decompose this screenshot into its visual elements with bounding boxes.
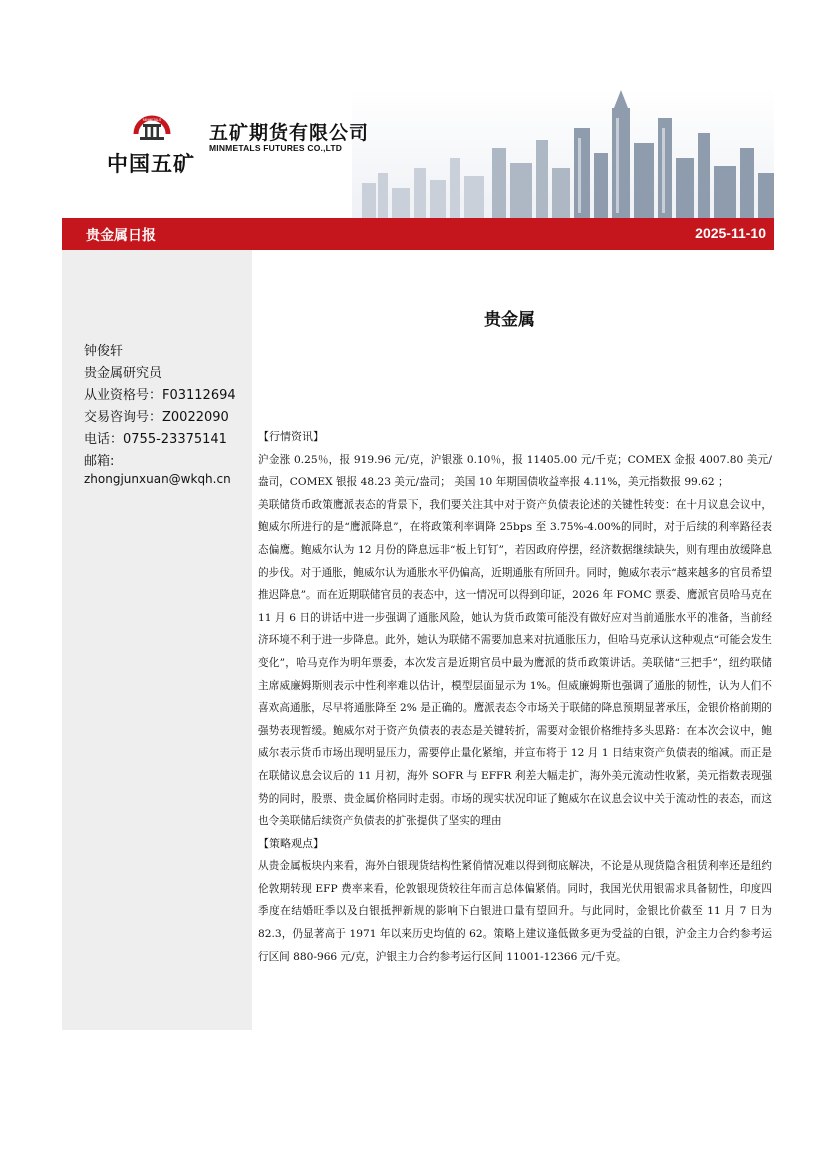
- analyst-email-label: 邮箱:: [84, 454, 115, 469]
- main-title: 贵金属: [484, 310, 535, 330]
- strategy-paragraph: 从贵金属板块内来看，海外白银现货结构性紧俏情况难以得到彻底解决，不论是从现货隐含租赁利率还是纽约伦敦期转现 EFP 费率来看，伦敦银现货较往年而言总体偏紧俏。同时，我国光伏用银需求具备韧性，印度四季度在结婚旺季以及白银抵押新规的影响下白银进口量有望回升。与此同时，金银比价截至 11 月 7 日为 82.3，仍显著高于 1971 年以来历史均值的 62。策略上建议逢低做多更为受益的白银，沪金主力合约参考运行区间 880-966 元/克，沪银主力合约参考运行区间 11001-12366 元/千克。: [258, 860, 772, 963]
- analyst-cert: 从业资格号：F03112694: [84, 388, 236, 403]
- brand-name: 中国五矿: [107, 152, 195, 176]
- report-date: 2025-11-10: [695, 225, 766, 241]
- analyst-consult-id: 交易咨询号：Z0022090: [84, 410, 229, 425]
- section-heading-market: 【行情资讯】: [258, 430, 324, 443]
- report-header: [62, 88, 774, 218]
- analyst-phone: 电话：0755-23375141: [84, 432, 227, 447]
- report-type-title: 贵金属日报: [86, 228, 156, 244]
- minmetals-logo-icon: [132, 108, 172, 142]
- report-banner: [62, 218, 774, 250]
- company-name-en: MINMETALS FUTURES CO.,LTD: [209, 143, 343, 153]
- company-name-cn: 五矿期货有限公司: [209, 122, 370, 144]
- section-heading-strategy: 【策略观点】: [258, 836, 324, 850]
- fed-policy-paragraph: 美联储货币政策鹰派表态的背景下，我们要关注其中对于资产负债表论述的关键性转变：在十月议息会议中，鲍威尔所进行的是“鹰派降息”，在将政策利率调降 25bps 至 3.75%-4.00%的同时，对于后续的利率路径表态偏鹰。鲍威尔认为 12 月份的降息远非“板上钉钉”，若因政府停摆，经济数据继续缺失，则有理由放缓降息的步伐。对于通胀，鲍威尔认为通胀水平仍偏高，近期通胀有所回升。同时，鲍威尔表示“越来越多的官员希望推迟降息”。而在近期联储官员的表态中，这一情况可以得到印证，2026 年 FOMC 票委、鹰派官员哈马克在 11 月 6 日的讲话中进一步强调了通胀风险，她认为货币政策可能没有做好应对当前通胀水平的准备，当前经济环境不利于进一步降息。此外，她认为联储不需要加息来对抗通胀压力，但哈马克承认这种观点“可能会发生变化”，哈马克作为明年票委，本次发言是近期官员中最为鹰派的货币政策讲话。美联储“三把手”，纽约联储主席威廉姆斯则表示中性利率难以估计，模型层面显示为 1%。但威廉姆斯也强调了通胀的韧性，认为人们不喜欢高通胀，尽早将通胀降至 2% 是正确的。鹰派表态令市场关于联储的降息预期显著承压，金银价格前期的强势表现暂缓。鲍威尔对于资产负债表的表态是关键转折，需要对金银价格维持多头思路：在本次会议中，鲍威尔表示货币市场出现明显压力，需要停止量化紧缩，并宣布将于 12 月 1 日结束资产负债表的缩减。而正是在联储议息会议后的 11 月初，海外 SOFR 与 EFFR 利差大幅走扩，海外美元流动性收紧，美元指数表现强势的同时，股票、贵金属价格同时走弱。市场的现实状况印证了鲍威尔在议息会议中关于流动性的表态，而这也令美联储后续资产负债表的扩张提供了坚实的理由: [258, 498, 772, 828]
- analyst-name: 钟俊轩: [84, 344, 124, 359]
- analyst-sidebar: [62, 250, 252, 1030]
- analyst-email[interactable]: zhongjunxuan@wkqh.cn: [84, 472, 231, 486]
- report-content: [258, 426, 772, 968]
- analyst-role: 贵金属研究员: [84, 366, 163, 381]
- market-data-paragraph: 沪金涨 0.25％，报 919.96 元/克，沪银涨 0.10％，报 11405.00 元/千克；COMEX 金报 4007.80 美元/盎司，COMEX 银报 48.23 美元/盎司； 美国 10 年期国债收益率报 4.11%，美元指数报 99.62 ；: [258, 453, 772, 489]
- logo-small-text: MINMETALS: [142, 118, 162, 122]
